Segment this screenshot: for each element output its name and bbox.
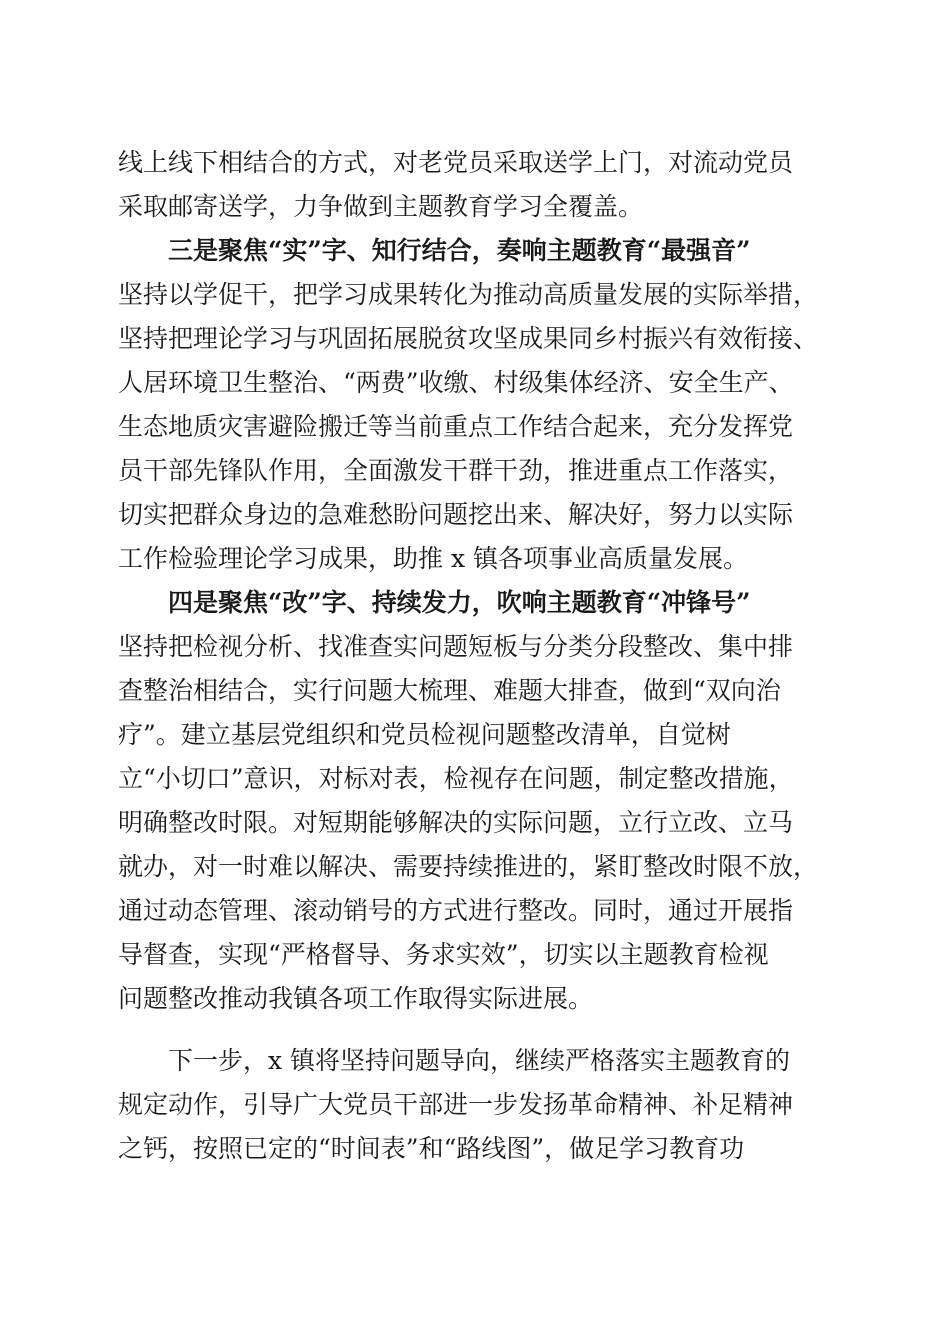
text-line: 立“小切口”意识，对标对表，检视存在问题，制定整改措施， (118, 764, 794, 793)
text-line: 疗”。建立基层党组织和党员检视问题整改清单，自觉树 (118, 720, 731, 749)
text-line: 导督查，实现“严格督导、务求实效”，切实以主题教育检视 (118, 940, 769, 969)
section-heading: 三是聚焦“实”字、知行结合，奏响主题教育“最强音” (168, 236, 751, 265)
text-line: 生态地质灾害避险搬迁等当前重点工作结合起来，充分发挥党 (118, 412, 794, 441)
text-line: 坚持以学促干，把学习成果转化为推动高质量发展的实际举措， (118, 280, 819, 309)
text-line: 就办，对一时难以解决、需要持续推进的，紧盯整改时限不放， (118, 852, 819, 881)
text-line: 员干部先锋队作用，全面激发干群干劲，推进重点工作落实， (118, 456, 794, 485)
section-heading: 四是聚焦“改”字、持续发力，吹响主题教育“冲锋号” (168, 588, 751, 617)
text-line: 切实把群众身边的急难愁盼问题挖出来、解决好，努力以实际 (118, 500, 794, 529)
text-line: 规定动作，引导广大党员干部进一步发扬革命精神、补足精神 (118, 1090, 794, 1119)
text-line: 线上线下相结合的方式，对老党员采取送学上门，对流动党员 (118, 148, 794, 177)
text-line: 查整治相结合，实行问题大梳理、难题大排查，做到“双向治 (118, 676, 781, 705)
text-line: 明确整改时限。对短期能够解决的实际问题，立行立改、立马 (118, 808, 794, 837)
text-line: 下一步，x 镇将坚持问题导向，继续严格落实主题教育的 (168, 1046, 791, 1075)
text-line: 坚持把理论学习与巩固拓展脱贫攻坚成果同乡村振兴有效衔接、 (118, 324, 819, 353)
text-line: 采取邮寄送学，力争做到主题教育学习全覆盖。 (118, 192, 644, 221)
text-line: 人居环境卫生整治、“两费”收缴、村级集体经济、安全生产、 (118, 368, 794, 397)
text-line: 通过动态管理、滚动销号的方式进行整改。同时，通过开展指 (118, 896, 794, 925)
text-line: 之钙，按照已定的“时间表”和“路线图”，做足学习教育功 (118, 1134, 745, 1163)
text-line: 问题整改推动我镇各项工作取得实际进展。 (118, 984, 594, 1013)
text-line: 坚持把检视分析、找准查实问题短板与分类分段整改、集中排 (118, 632, 794, 661)
text-line: 工作检验理论学习成果，助推 x 镇各项事业高质量发展。 (118, 544, 748, 573)
